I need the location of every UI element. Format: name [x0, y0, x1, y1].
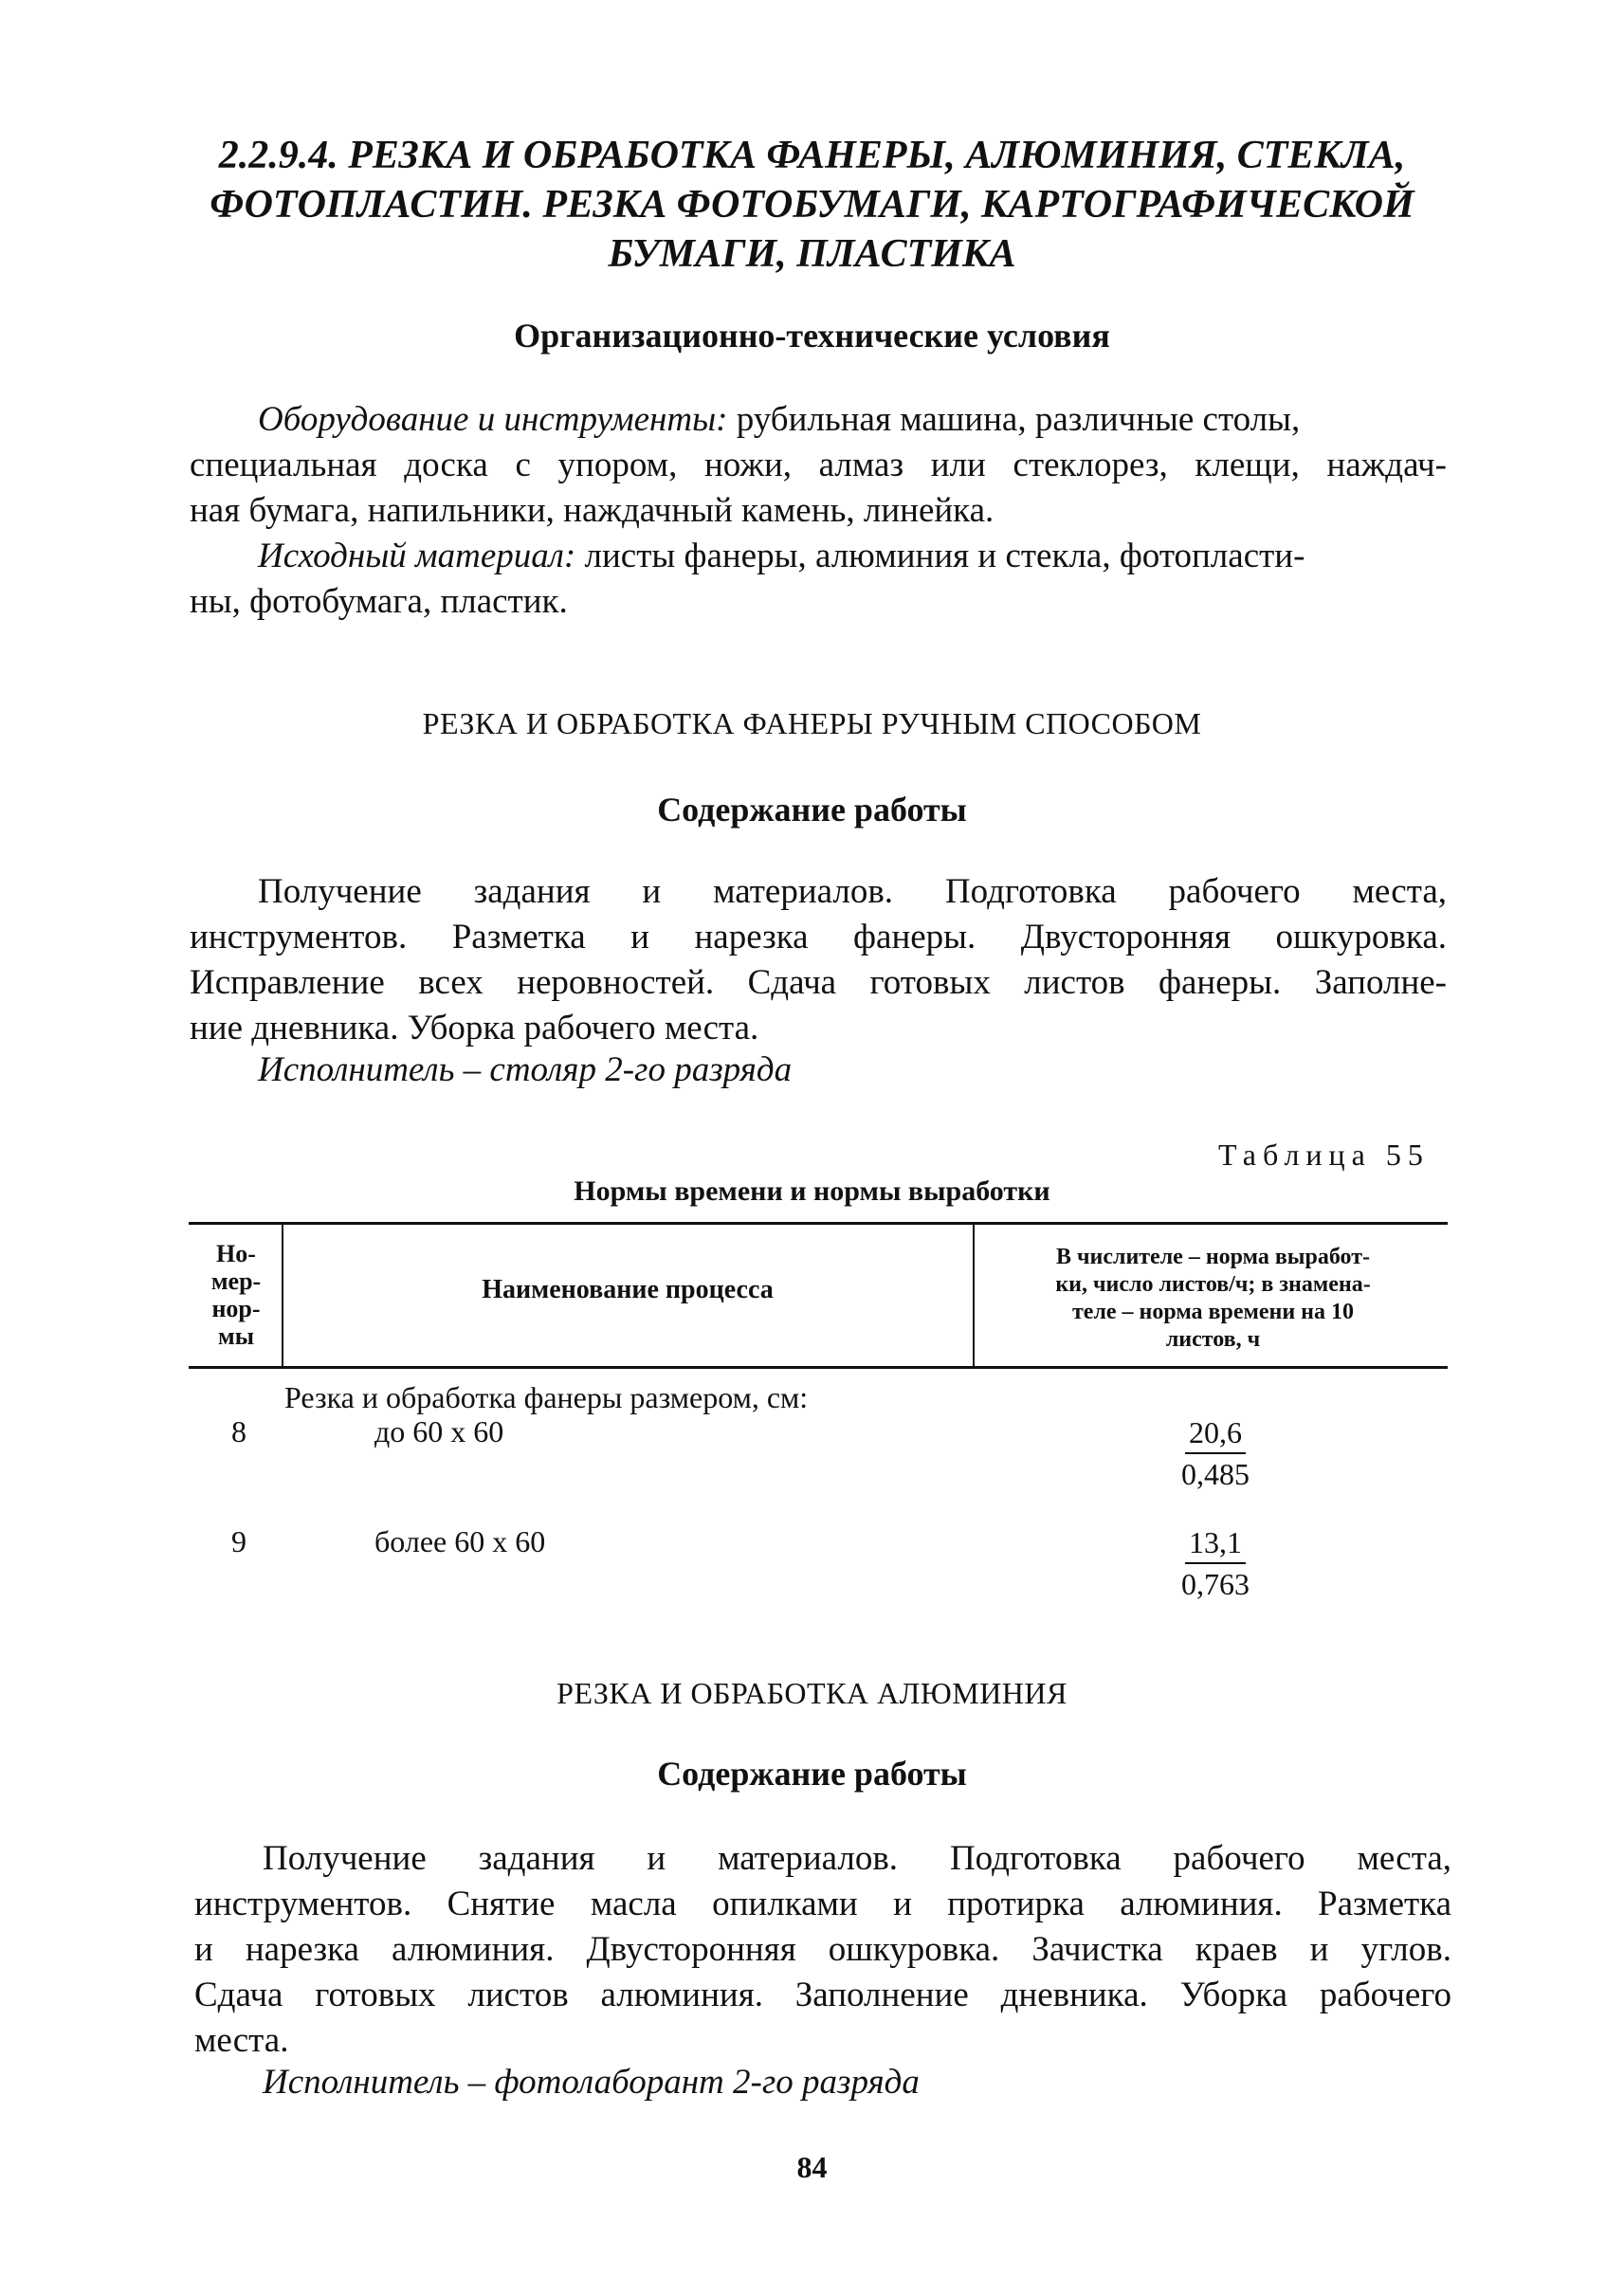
material-line-1: [258, 535, 1447, 577]
plywood-performer: Исполнитель – столяр 2-го разряда: [258, 1050, 793, 1089]
table-group-label: Резка и обработка фанеры размером, см:: [284, 1380, 809, 1414]
aluminum-line-5: места.: [194, 2021, 289, 2060]
aluminum-line-1: Получение задания и материалов. Подготовка рабочего места,: [263, 1839, 1451, 1878]
section-title-line-2: ФОТОПЛАСТИН. РЕЗКА ФОТОБУМАГИ, КАРТОГРАФИЧЕСКОЙ: [210, 183, 1414, 227]
table-col-divider-1: [282, 1224, 283, 1367]
norm-numerator: 20,6: [1185, 1412, 1246, 1454]
norm-denominator: 0,485: [1181, 1457, 1250, 1491]
table-top-rule: [189, 1222, 1448, 1225]
equipment-line-2: специальная доска с упором, ножи, алмаз или стеклорез, клещи, наждач-: [190, 446, 1447, 484]
table-row-name: более 60 х 60: [374, 1524, 546, 1558]
plywood-heading: РЕЗКА И ОБРАБОТКА ФАНЕРЫ РУЧНЫМ СПОСОБОМ: [422, 706, 1202, 740]
table-number: Таблица 55: [1218, 1138, 1430, 1172]
table-row-norm-fraction: [1140, 1522, 1291, 1604]
aluminum-line-2: инструментов. Снятие масла опилками и протирка алюминия. Разметка: [194, 1885, 1451, 1923]
equipment-line-3: ная бумага, напильники, наждачный камень, линейка.: [190, 491, 994, 530]
material-line-2: ны, фотобумага, пластик.: [190, 582, 568, 621]
material-label: Исходный материал:: [258, 537, 576, 575]
aluminum-heading: РЕЗКА И ОБРАБОТКА АЛЮМИНИЯ: [557, 1676, 1067, 1710]
table-row-name: до 60 х 60: [374, 1414, 504, 1448]
equipment-label: Оборудование и инструменты:: [258, 400, 728, 439]
section-title-line-1: 2.2.9.4. РЕЗКА И ОБРАБОТКА ФАНЕРЫ, АЛЮМИНИЯ, СТЕКЛА,: [218, 134, 1406, 177]
plywood-content-heading: Содержание работы: [657, 791, 967, 829]
org-conditions-heading: Организационно-технические условия: [514, 317, 1110, 355]
plywood-line-2: инструментов. Разметка и нарезка фанеры. Двусторонняя ошкуровка.: [190, 918, 1447, 956]
col-header-norm: В числителе – норма выработ- ки, число листов/ч; в знамена- теле – норма времени на 10 листов, ч: [1055, 1245, 1371, 1352]
norm-denominator: 0,763: [1181, 1567, 1250, 1601]
page-number: 84: [796, 2150, 828, 2184]
table-col-divider-2: [973, 1224, 975, 1367]
plywood-line-3: Исправление всех неровностей. Сдача готовых листов фанеры. Заполне-: [190, 963, 1447, 1002]
table-header-rule: [189, 1366, 1448, 1369]
table-row-number: 9: [231, 1524, 246, 1558]
equipment-line-1: [258, 398, 1447, 441]
aluminum-line-4: Сдача готовых листов алюминия. Заполнение дневника. Уборка рабочего: [194, 1976, 1451, 2014]
col-header-process: Наименование процесса: [482, 1275, 774, 1304]
aluminum-content-heading: Содержание работы: [657, 1755, 967, 1793]
plywood-line-4: ние дневника. Уборка рабочего места.: [190, 1009, 759, 1047]
table-row-norm-fraction: [1140, 1412, 1291, 1494]
equipment-text-1: рубильная машина, различные столы,: [727, 400, 1301, 439]
aluminum-performer: Исполнитель – фотолаборант 2-го разряда: [263, 2063, 920, 2102]
norm-numerator: 13,1: [1185, 1522, 1246, 1564]
aluminum-line-3: и нарезка алюминия. Двусторонняя ошкуровка. Зачистка краев и углов.: [194, 1930, 1451, 1969]
section-title-line-3: БУМАГИ, ПЛАСТИКА: [608, 232, 1016, 276]
col-header-number: Но- мер- нор- мы: [210, 1240, 262, 1350]
table-caption: Нормы времени и нормы выработки: [574, 1175, 1050, 1207]
table-row-number: 8: [231, 1414, 246, 1448]
material-text-1: листы фанеры, алюминия и стекла, фотопласти-: [575, 537, 1305, 575]
plywood-line-1: Получение задания и материалов. Подготовка рабочего места,: [258, 872, 1447, 911]
